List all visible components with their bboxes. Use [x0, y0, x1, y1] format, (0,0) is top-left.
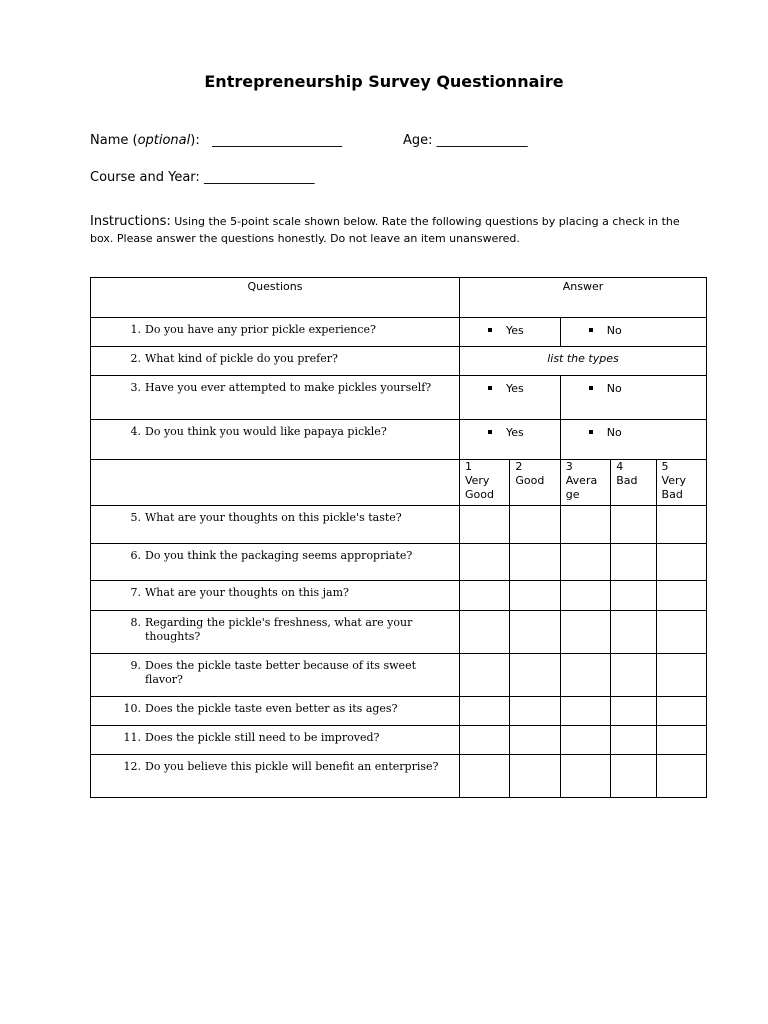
rating-checkbox-4[interactable]	[611, 611, 656, 654]
table-row	[91, 697, 707, 726]
rating-checkbox-2[interactable]	[510, 755, 560, 798]
question-number: 10.	[123, 702, 141, 715]
no-option[interactable]	[560, 420, 706, 460]
yes-option[interactable]	[459, 420, 560, 460]
yes-option[interactable]	[459, 318, 560, 347]
bullet-icon	[589, 430, 593, 434]
question-cell	[91, 726, 460, 755]
course-field-line[interactable]	[90, 170, 314, 185]
rating-checkbox-5[interactable]	[656, 654, 706, 697]
instructions	[90, 213, 690, 247]
question-cell	[91, 611, 460, 654]
question-number: 9.	[130, 659, 141, 672]
question-number: 6.	[130, 549, 141, 562]
rating-checkbox-3[interactable]	[560, 726, 610, 755]
question-number: 5.	[130, 511, 141, 524]
question-text: What kind of pickle do you prefer?	[145, 352, 338, 365]
table-row	[91, 755, 707, 798]
name-blank[interactable]: ____________________	[212, 133, 343, 148]
question-text: What are your thoughts on this pickle's taste?	[145, 511, 402, 524]
rating-checkbox-4[interactable]	[611, 654, 656, 697]
rating-checkbox-3[interactable]	[560, 654, 610, 697]
question-text: Do you think you would like papaya pickle?	[145, 425, 387, 438]
rating-questions	[91, 506, 707, 798]
question-cell	[91, 581, 460, 611]
scale-blank-cell	[91, 460, 460, 506]
rating-checkbox-2[interactable]	[510, 544, 560, 581]
question-number: 12.	[123, 760, 141, 773]
rating-checkbox-3[interactable]	[560, 506, 610, 544]
instructions-text: Using the 5-point scale shown below. Rate the following questions by placing a check in the box. Please answer the questions honestly. Do not leave an item unanswered.	[90, 215, 680, 245]
rating-checkbox-2[interactable]	[510, 697, 560, 726]
question-text: Does the pickle taste better because of its sweet flavor?	[145, 659, 416, 686]
no-option[interactable]	[560, 376, 706, 420]
yes-label: Yes	[505, 426, 524, 439]
rating-checkbox-2[interactable]	[510, 506, 560, 544]
question-cell	[91, 697, 460, 726]
rating-checkbox-4[interactable]	[611, 755, 656, 798]
rating-checkbox-5[interactable]	[656, 611, 706, 654]
name-field-line[interactable]	[90, 133, 342, 148]
scale-header-row	[91, 460, 707, 506]
scale-cell-2: 2 Good	[510, 460, 560, 506]
rating-checkbox-4[interactable]	[611, 506, 656, 544]
table-row	[91, 726, 707, 755]
question-number: 4.	[130, 425, 141, 438]
name-label-suffix: ):	[190, 133, 200, 148]
rating-checkbox-2[interactable]	[510, 654, 560, 697]
no-label: No	[606, 324, 622, 337]
bullet-icon	[488, 386, 492, 390]
page-title: Entrepreneurship Survey Questionnaire	[204, 72, 564, 91]
yes-label: Yes	[505, 382, 524, 395]
question-number: 8.	[130, 616, 141, 629]
rating-checkbox-5[interactable]	[656, 581, 706, 611]
rating-checkbox-3[interactable]	[560, 544, 610, 581]
survey-table	[90, 277, 707, 798]
question-text: Does the pickle still need to be improved?	[145, 731, 380, 744]
yes-option[interactable]	[459, 376, 560, 420]
question-number: 1.	[130, 323, 141, 336]
table-row	[91, 611, 707, 654]
table-row	[91, 581, 707, 611]
rating-checkbox-3[interactable]	[560, 755, 610, 798]
question-number: 2.	[130, 352, 141, 365]
course-label: Course and Year:	[90, 170, 200, 185]
list-types-answer[interactable]: list the types	[459, 347, 706, 376]
rating-checkbox-4[interactable]	[611, 581, 656, 611]
bullet-icon	[488, 328, 492, 332]
instructions-heading: Instructions:	[90, 214, 171, 229]
rating-checkbox-5[interactable]	[656, 506, 706, 544]
no-option[interactable]	[560, 318, 706, 347]
rating-checkbox-5[interactable]	[656, 697, 706, 726]
header-answer: Answer	[459, 278, 706, 318]
rating-checkbox-2[interactable]	[510, 581, 560, 611]
question-cell	[91, 755, 460, 798]
rating-checkbox-2[interactable]	[510, 726, 560, 755]
name-label: Name (	[90, 133, 138, 148]
question-cell	[91, 420, 460, 460]
question-text: Do you have any prior pickle experience?	[145, 323, 376, 336]
table-row	[91, 376, 707, 420]
bullet-icon	[488, 430, 492, 434]
table-row	[91, 318, 707, 347]
scale-cell-1: 1 Very Good	[459, 460, 509, 506]
table-row	[91, 420, 707, 460]
table-row	[91, 506, 707, 544]
question-text: Does the pickle taste even better as its ages?	[145, 702, 398, 715]
rating-checkbox-1[interactable]	[459, 726, 509, 755]
table-row	[91, 347, 707, 376]
question-cell	[91, 376, 460, 420]
scale-cell-4: 4 Bad	[611, 460, 656, 506]
rating-checkbox-4[interactable]	[611, 544, 656, 581]
table-row	[91, 544, 707, 581]
question-number: 7.	[130, 586, 141, 599]
question-cell	[91, 544, 460, 581]
question-cell	[91, 318, 460, 347]
rating-checkbox-3[interactable]	[560, 611, 610, 654]
no-label: No	[606, 382, 622, 395]
yes-label: Yes	[505, 324, 524, 337]
rating-checkbox-1[interactable]	[459, 697, 509, 726]
rating-checkbox-4[interactable]	[611, 697, 656, 726]
age-field-line[interactable]	[403, 133, 528, 148]
rating-checkbox-1[interactable]	[459, 611, 509, 654]
rating-checkbox-2[interactable]	[510, 611, 560, 654]
question-number: 3.	[130, 381, 141, 394]
question-text: Do you think the packaging seems appropriate?	[145, 549, 413, 562]
rating-checkbox-5[interactable]	[656, 726, 706, 755]
question-text: What are your thoughts on this jam?	[145, 586, 349, 599]
rating-checkbox-5[interactable]	[656, 544, 706, 581]
rating-checkbox-3[interactable]	[560, 581, 610, 611]
bullet-icon	[589, 386, 593, 390]
question-text: Regarding the pickle's freshness, what are your thoughts?	[145, 616, 413, 643]
rating-checkbox-3[interactable]	[560, 697, 610, 726]
question-cell	[91, 654, 460, 697]
rating-checkbox-1[interactable]	[459, 755, 509, 798]
question-text: Do you believe this pickle will benefit an enterprise?	[145, 760, 439, 773]
question-text: Have you ever attempted to make pickles yourself?	[145, 381, 432, 394]
header-questions: Questions	[91, 278, 460, 318]
rating-checkbox-1[interactable]	[459, 506, 509, 544]
question-number: 11.	[123, 731, 141, 744]
question-cell	[91, 506, 460, 544]
rating-checkbox-1[interactable]	[459, 654, 509, 697]
age-blank[interactable]: ______________	[436, 133, 528, 148]
name-optional: optional	[137, 133, 191, 148]
question-cell	[91, 347, 460, 376]
rating-checkbox-1[interactable]	[459, 581, 509, 611]
scale-cell-3: 3 Avera ge	[560, 460, 610, 506]
no-label: No	[606, 426, 622, 439]
bullet-icon	[589, 328, 593, 332]
rating-checkbox-4[interactable]	[611, 726, 656, 755]
course-blank[interactable]: _________________	[203, 170, 315, 185]
table-row	[91, 654, 707, 697]
rating-checkbox-1[interactable]	[459, 544, 509, 581]
age-label: Age:	[403, 133, 433, 148]
rating-checkbox-5[interactable]	[656, 755, 706, 798]
scale-cell-5: 5 Very Bad	[656, 460, 706, 506]
